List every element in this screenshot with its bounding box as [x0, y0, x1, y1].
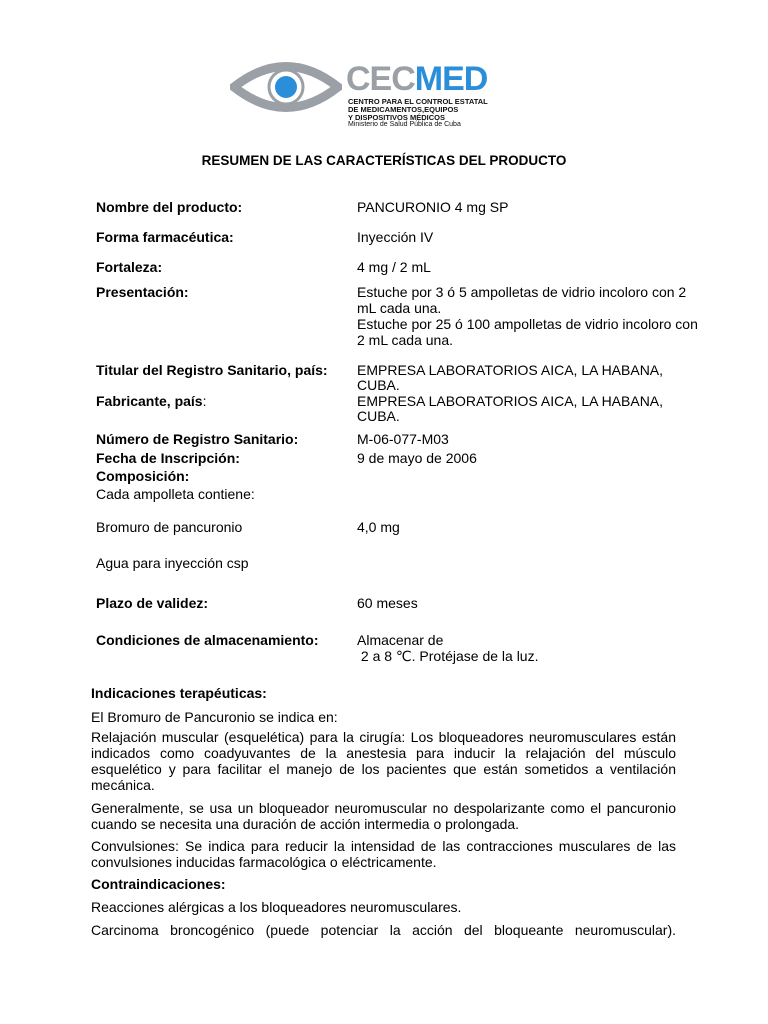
indicaciones-intro: El Bromuro de Pancuronio se indica en:: [91, 709, 338, 725]
brand-cec: CEC: [346, 60, 415, 98]
fortaleza-label: Fortaleza:: [96, 259, 163, 275]
document-title: RESUMEN DE LAS CARACTERÍSTICAS DEL PRODUCTO: [201, 153, 567, 168]
logo-tagline-4: Ministerio de Salud Pública de Cuba: [348, 121, 461, 128]
brand-med: MED: [414, 60, 488, 98]
relajacion-paragraph: Relajación muscular (esquelética) para la cirugía: Los bloqueadores neuromusculares están indicados como coadyuvantes de la anestesia para inducir la relajación del músculo esquelético y para facilitar el manejo de los pacientes que están sometidos a ventilación mecánica.: [91, 729, 676, 793]
presentacion-line-2: mL cada una.: [357, 300, 442, 316]
plazo-value: 60 meses: [357, 595, 418, 611]
presentacion-line-4: 2 mL cada una.: [357, 332, 453, 348]
forma-label: Forma farmacéutica:: [96, 229, 234, 245]
logo-tagline-2: DE MEDICAMENTOS,EQUIPOS: [348, 105, 459, 114]
fabricante-label-text: Fabricante, país: [96, 393, 203, 409]
presentacion-label: Presentación:: [96, 284, 189, 300]
convulsiones-paragraph: Convulsiones: Se indica para reducir la intensidad de las contracciones musculares de las convulsiones inducidas farmacológica o eléctricamente.: [91, 838, 676, 870]
fecha-label: Fecha de Inscripción:: [96, 450, 240, 466]
generalmente-paragraph: Generalmente, se usa un bloqueador neuromuscular no despolarizante como el pancuronio cuando se necesita una duración de acción intermedia o prolongada.: [91, 800, 676, 832]
reacciones-paragraph: Reacciones alérgicas a los bloqueadores neuromusculares.: [91, 899, 462, 915]
forma-value: Inyección IV: [357, 229, 434, 245]
numero-label: Número de Registro Sanitario:: [96, 431, 299, 447]
fabricante-label-colon: :: [202, 393, 207, 409]
titular-line-2: CUBA.: [357, 377, 400, 393]
titular-label: Titular del Registro Sanitario, país:: [96, 362, 328, 378]
composicion-label: Composición:: [96, 468, 190, 484]
carcinoma-paragraph: Carcinoma broncogénico (puede potenciar la acción del bloqueante neuromuscular).: [91, 922, 676, 938]
condiciones-line-1: Almacenar de: [357, 632, 444, 648]
cecmed-logo: [230, 52, 505, 126]
logo-tagline-1: CENTRO PARA EL CONTROL ESTATAL: [348, 97, 488, 106]
titular-line-1: EMPRESA LABORATORIOS AICA, LA HABANA,: [357, 362, 664, 378]
plazo-label: Plazo de validez:: [96, 595, 209, 611]
bromuro-label: Bromuro de pancuronio: [96, 519, 243, 535]
condiciones-label: Condiciones de almacenamiento:: [96, 632, 319, 648]
indicaciones-header: Indicaciones terapéuticas:: [91, 685, 267, 701]
condiciones-line-2: 2 a 8 ℃. Protéjase de la luz.: [357, 648, 539, 664]
brand-name: [346, 62, 487, 96]
presentacion-line-1: Estuche por 3 ó 5 ampolletas de vidrio incoloro con 2: [357, 284, 687, 300]
eye-icon: [230, 52, 342, 122]
fabricante-line-1: EMPRESA LABORATORIOS AICA, LA HABANA,: [357, 393, 664, 409]
presentacion-line-3: Estuche por 25 ó 100 ampolletas de vidrio incoloro con: [357, 316, 698, 332]
numero-value: M-06-077-M03: [357, 431, 449, 447]
nombre-value: PANCURONIO 4 mg SP: [357, 199, 509, 215]
logo-tagline-3: Y DISPOSITIVOS MÉDICOS: [348, 113, 445, 122]
fecha-value: 9 de mayo de 2006: [357, 450, 477, 466]
bromuro-value: 4,0 mg: [357, 519, 400, 535]
fabricante-label: [96, 393, 206, 409]
fortaleza-value: 4 mg / 2 mL: [357, 259, 431, 275]
cada-ampolleta-text: Cada ampolleta contiene:: [96, 486, 255, 502]
fabricante-line-2: CUBA.: [357, 408, 400, 424]
nombre-label: Nombre del producto:: [96, 199, 243, 215]
agua-label: Agua para inyección csp: [96, 555, 249, 571]
contraindicaciones-header: Contraindicaciones:: [91, 876, 226, 892]
